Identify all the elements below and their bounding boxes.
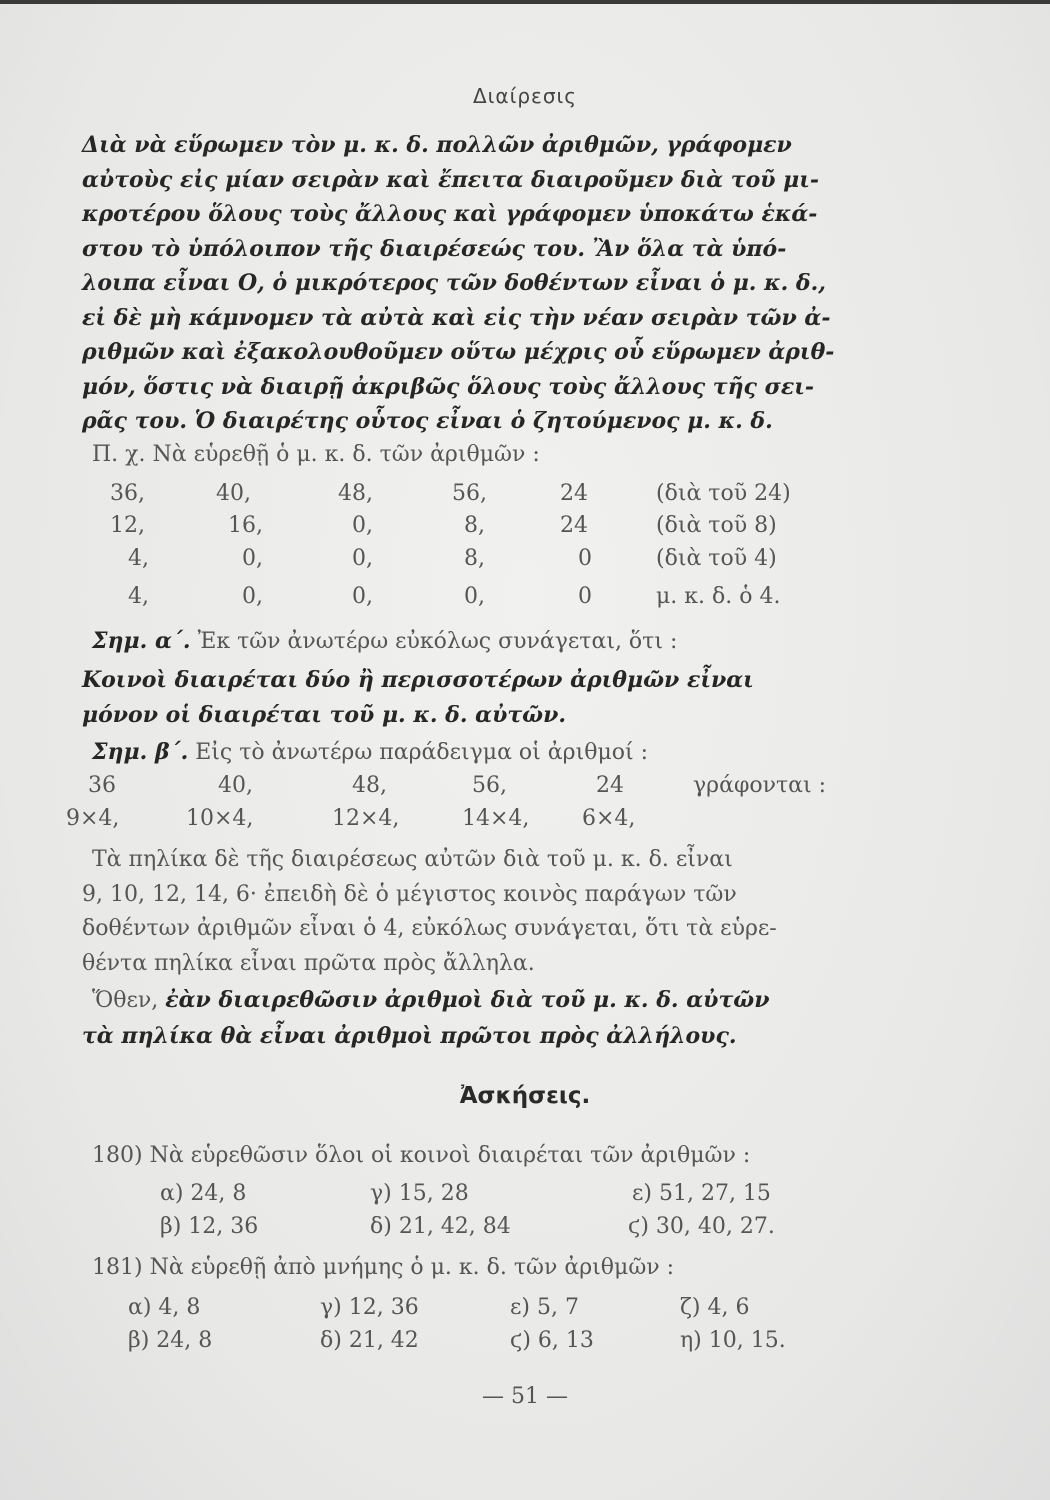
exercise-item: δ) 21, 42, 84 (370, 1214, 511, 1239)
number-cell: 40, (218, 773, 253, 798)
exercise-item: β) 12, 36 (160, 1214, 259, 1239)
exercise-item: ε) 5, 7 (510, 1295, 579, 1320)
body-line: θέντα πηλίκα εἶναι πρῶτα πρὸς ἄλληλα. (82, 950, 535, 976)
number-cell: 56, (472, 773, 507, 798)
table-cell: μ. κ. δ. ὁ 4. (656, 584, 781, 609)
rule-line: ρᾶς του. Ὁ διαιρέτης οὗτος εἶναι ὁ ζητούμενος μ. κ. δ. (82, 408, 773, 434)
rule-line: κροτέρου ὅλους τοὺς ἄλλους καὶ γράφομεν ὑποκάτω ἑκά- (82, 201, 818, 227)
conclusion-text: ἐὰν διαιρεθῶσιν ἀριθμοὶ διὰ τοῦ μ. κ. δ. αὐτῶν (165, 987, 770, 1013)
rule-line: εἰ δὲ μὴ κάμνομεν τὰ αὐτὰ καὶ εἰς τὴν νέαν σειρὰν τῶν ἀ- (82, 304, 831, 331)
rule-line: ριθμῶν καὶ ἐξακολουθοῦμεν οὕτω μέχρις οὗ εὕρωμεν ἀριθ- (82, 339, 835, 365)
product-cell: 14×4, (462, 806, 530, 831)
rule-line: αὐτοὺς εἰς μίαν σειρὰν καὶ ἔπειτα διαιροῦμεν διὰ τοῦ μι- (82, 166, 820, 193)
body-line: δοθέντων ἀριθμῶν εἶναι ὁ 4, εὐκόλως συνάγεται, ὅτι τὰ εὑρε- (82, 916, 777, 941)
product-cell: 12×4, (332, 806, 400, 831)
table-cell: 12, (110, 513, 145, 538)
conclusion-line (82, 983, 917, 1019)
note-a-text: Ἐκ τῶν ἀνωτέρω εὐκόλως συνάγεται, ὅτι : (197, 629, 678, 654)
top-edge (0, 0, 1050, 4)
table-cell: (διὰ τοῦ 8) (656, 513, 777, 538)
table-cell: 48, (338, 481, 373, 506)
table-cell: 0, (352, 546, 373, 571)
exercise-item: ϛ) 30, 40, 27. (628, 1214, 775, 1239)
exercise-item: β) 24, 8 (128, 1328, 213, 1353)
table-cell: (διὰ τοῦ 4) (656, 546, 777, 571)
body-line: Τὰ πηλίκα δὲ τῆς διαιρέσεως αὐτῶν διὰ τοῦ μ. κ. δ. εἶναι (92, 847, 733, 872)
exercises-title: Ἀσκήσεις. (459, 1083, 591, 1109)
exercise-item: η) 10, 15. (680, 1328, 786, 1353)
note-b-label: Σημ. β΄. (92, 739, 189, 765)
table-cell: 4, (128, 546, 149, 571)
exercise-item: δ) 21, 42 (320, 1328, 419, 1353)
exercise-item: α) 4, 8 (128, 1295, 201, 1320)
table-cell: 0, (242, 584, 263, 609)
exercise-item: γ) 15, 28 (370, 1181, 469, 1206)
conclusion-lead: Ὅθεν, (92, 988, 159, 1013)
rule-line: στου τὸ ὑπόλοιπον τῆς διαιρέσεώς του. Ἂν ὅλα τὰ ὑπό- (82, 235, 787, 262)
conclusion (82, 983, 917, 1053)
table-cell: 0, (352, 513, 373, 538)
note-a (92, 628, 677, 660)
rule-line: μόν, ὅστις νὰ διαιρῇ ἀκριβῶς ὅλους τοὺς ἄλλους τῆς σει- (82, 373, 814, 400)
number-cell: γράφονται : (693, 773, 827, 798)
number-cell: 36 (88, 773, 116, 798)
table-cell: 8, (464, 513, 485, 538)
note-a-statement (82, 663, 917, 732)
table-cell: 36, (110, 481, 145, 506)
note-a-label: Σημ. α΄. (92, 628, 191, 654)
note-b-paragraph (82, 843, 917, 981)
statement-line: Κοινοὶ διαιρέται δύο ἢ περισσοτέρων ἀριθμῶν εἶναι (82, 667, 754, 693)
product-cell: 10×4, (186, 806, 254, 831)
product-cell: 6×4, (582, 806, 636, 831)
table-cell: 0 (578, 584, 592, 609)
exercise-item: α) 24, 8 (160, 1181, 247, 1206)
statement-line: μόνον οἱ διαιρέται τοῦ μ. κ. δ. αὐτῶν. (82, 701, 567, 728)
table-cell: (διὰ τοῦ 24) (656, 481, 791, 506)
rule-line: Διὰ νὰ εὕρωμεν τὸν μ. κ. δ. πολλῶν ἀριθμῶν, γράφομεν (82, 132, 792, 158)
page-number: — 51 — (482, 1384, 568, 1409)
table-cell: 56, (452, 481, 487, 506)
table-cell: 16, (228, 513, 263, 538)
running-header: Διαίρεσις (472, 84, 578, 108)
exercise-180-prompt: 180) Νὰ εὑρεθῶσιν ὅλοι οἱ κοινοὶ διαιρέται τῶν ἀριθμῶν : (92, 1143, 751, 1168)
example-intro: Π. χ. Νὰ εὑρεθῇ ὁ μ. κ. δ. τῶν ἀριθμῶν : (92, 442, 540, 467)
note-b-text: Εἰς τὸ ἀνωτέρω παράδειγμα οἱ ἀριθμοί : (195, 740, 649, 765)
table-cell: 4, (128, 584, 149, 609)
number-cell: 48, (352, 773, 387, 798)
exercise-item: γ) 12, 36 (320, 1295, 419, 1320)
note-b (92, 739, 648, 771)
table-cell: 0, (464, 584, 485, 609)
table-cell: 40, (216, 481, 251, 506)
table-cell: 24 (560, 481, 588, 506)
table-cell: 8, (464, 546, 485, 571)
body-line: 9, 10, 12, 14, 6· ἐπειδὴ δὲ ὁ μέγιστος κοινὸς παράγων τῶν (82, 881, 737, 907)
exercise-item: ϛ) 6, 13 (510, 1328, 594, 1353)
conclusion-line: τὰ πηλίκα θὰ εἶναι ἀριθμοὶ πρῶτοι πρὸς ἀλλήλους. (82, 1022, 737, 1049)
table-cell: 0, (352, 584, 373, 609)
exercise-item: ζ) 4, 6 (680, 1295, 750, 1320)
exercise-181-prompt: 181) Νὰ εὑρεθῇ ἀπὸ μνήμης ὁ μ. κ. δ. τῶν ἀριθμῶν : (92, 1255, 675, 1280)
rule-paragraph (82, 128, 917, 439)
table-cell: 0, (242, 546, 263, 571)
rule-line: λοιπα εἶναι Ο, ὁ μικρότερος τῶν δοθέντων εἶναι ὁ μ. κ. δ., (82, 270, 826, 296)
product-cell: 9×4, (66, 806, 120, 831)
table-cell: 24 (560, 513, 588, 538)
table-cell: 0 (578, 546, 592, 571)
exercise-item: ε) 51, 27, 15 (632, 1181, 771, 1206)
number-cell: 24 (596, 773, 624, 798)
